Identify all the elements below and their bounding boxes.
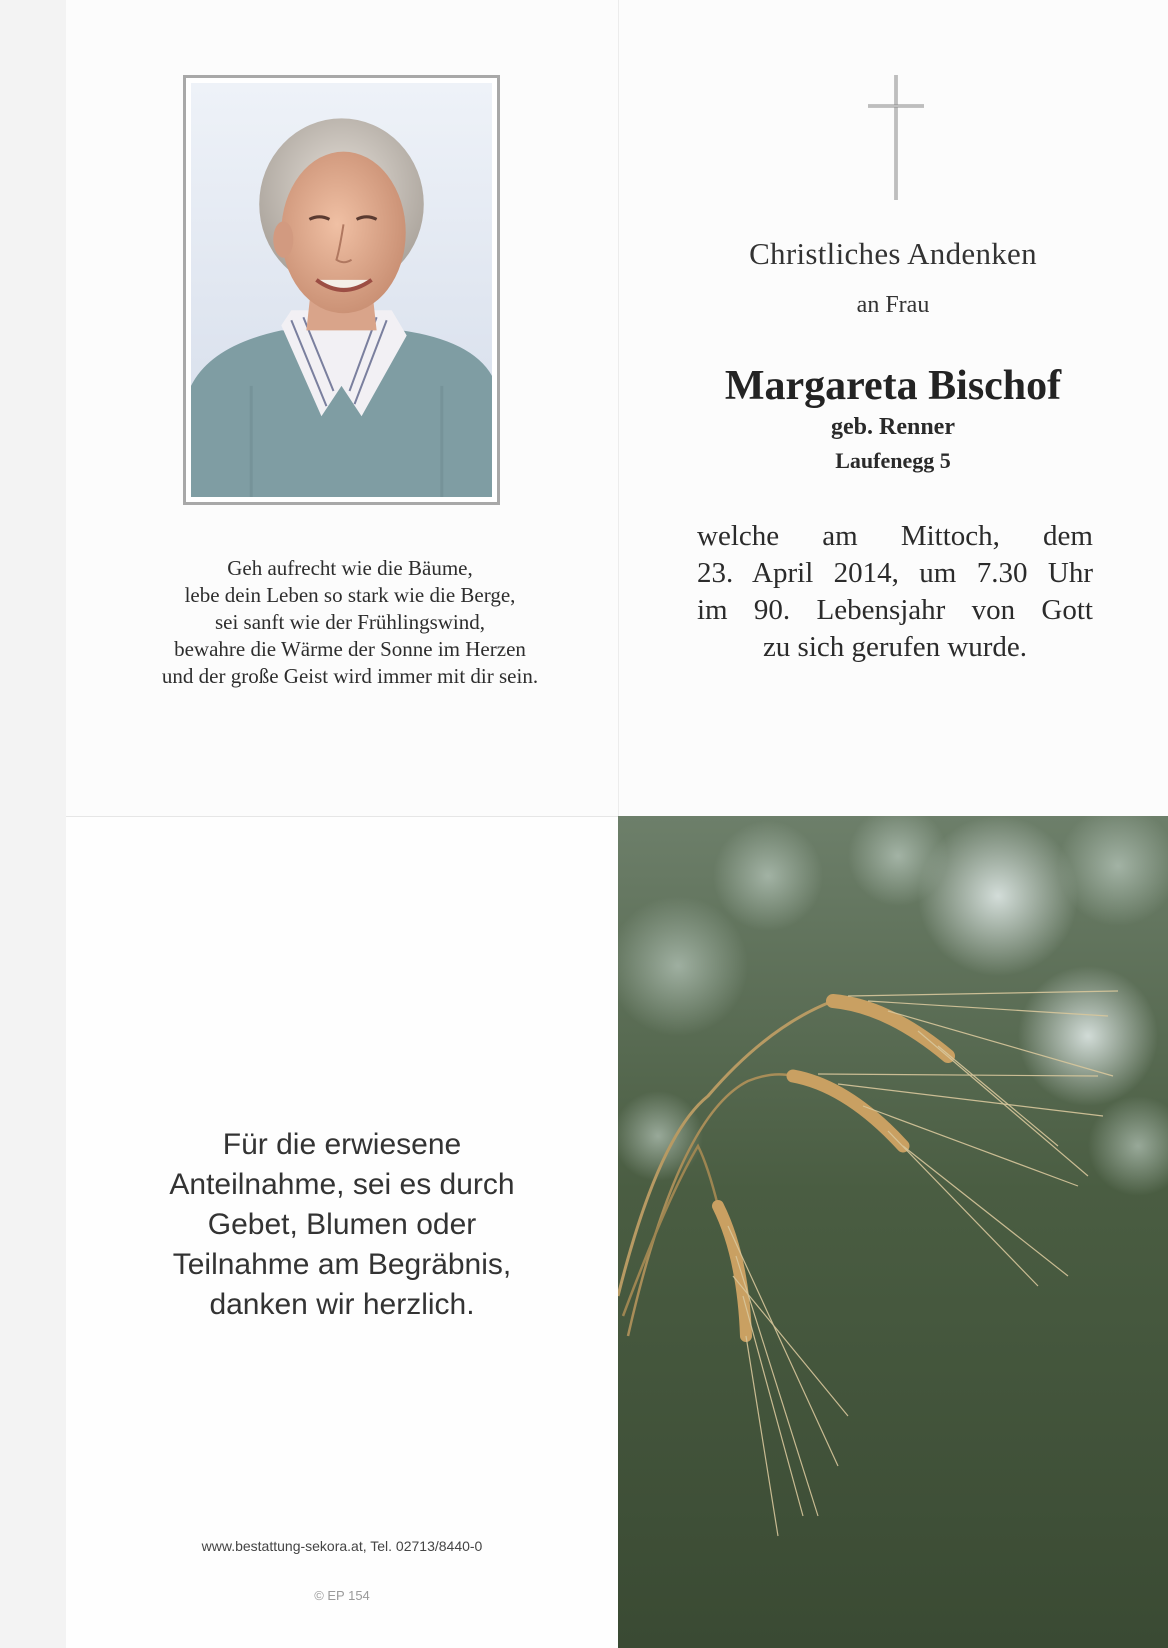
thanks-line: Gebet, Blumen oder: [207, 1208, 477, 1241]
wheat-panel: [618, 816, 1168, 1648]
thanks-line: Für die erwiesene: [222, 1128, 462, 1161]
maiden-name: geb. Renner: [831, 414, 955, 440]
poem: [100, 555, 600, 690]
thanks-line: danken wir herzlich.: [209, 1288, 475, 1321]
death-line: zu sich gerufen wurde.: [762, 631, 1028, 663]
death-line: 23. April 2014, um 7.30 Uhr: [697, 557, 1093, 589]
cross-icon: [866, 75, 926, 200]
death-line: im 90. Lebensjahr von Gott: [697, 594, 1093, 626]
funeral-home-contact: www.bestattung-sekora.at, Tel. 02713/8440-0: [201, 1538, 483, 1554]
portrait-photo: [191, 83, 492, 497]
poem-line: lebe dein Leben so stark wie die Berge,: [184, 583, 516, 607]
thanks-line: Anteilnahme, sei es durch: [169, 1168, 515, 1201]
heading: Christliches Andenken: [749, 236, 1037, 271]
wheat-photo: [618, 816, 1168, 1648]
poem-line: bewahre die Wärme der Sonne im Herzen: [174, 637, 526, 661]
deceased-name: Margareta Bischof: [724, 363, 1062, 409]
subheading: an Frau: [856, 292, 930, 318]
poem-line: Geh aufrecht wie die Bäume,: [227, 556, 473, 580]
product-code: © EP 154: [314, 1588, 370, 1603]
death-notice: [697, 518, 1093, 666]
thanks-line: Teilnahme am Begräbnis,: [172, 1248, 512, 1281]
death-line: welche am Mittoch, dem: [697, 520, 1093, 552]
poem-line: sei sanft wie der Frühlingswind,: [214, 610, 486, 634]
portrait-frame: [183, 75, 500, 505]
thanks-message: [66, 1125, 618, 1325]
poem-line: und der große Geist wird immer mit dir sein.: [161, 664, 539, 688]
address: Laufenegg 5: [835, 448, 951, 473]
